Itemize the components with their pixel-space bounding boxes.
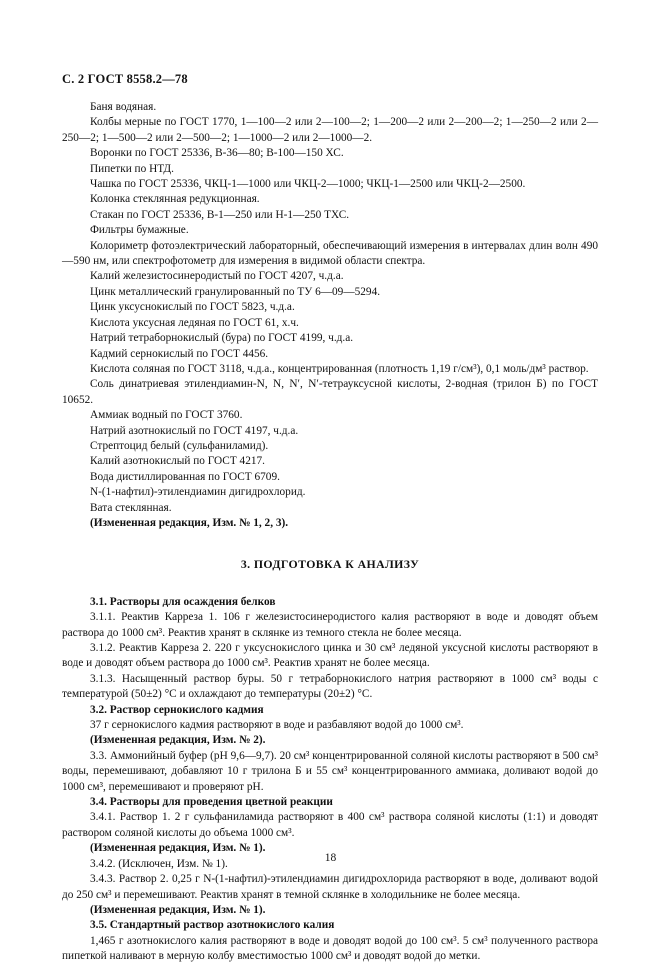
page-number: 18: [324, 852, 337, 864]
paragraph: Кислота уксусная ледяная по ГОСТ 61, х.ч.: [90, 316, 299, 329]
paragraph: Баня водяная.: [90, 101, 157, 113]
paragraph: 3.3. Аммонийный буфер (рН 9,6—9,7). 20 см³ концентрированной соляной кислоты растворяют в 500 см³ воды, перемешивают, добавляют 10 г трилона Б и 55 см³ концентрированного аммиака, доливают водой до 1000 см³, перемешивают и проверяют рН.: [62, 749, 598, 793]
paragraph: Пипетки по НТД.: [90, 162, 174, 175]
bold-paragraph: (Измененная редакция, Изм. № 2).: [90, 734, 266, 747]
paragraph: Колориметр фотоэлектрический лабораторный, обеспечивающий измерения в интервалах длин волн 490—590 нм, или спектрофотометр для измерения в видимой области спектра.: [62, 239, 598, 268]
paragraph: Соль динатриевая этилендиамин-N, N, N′, N′-тетрауксусной кислоты, 2-водная (трилон Б) по ГОСТ 10652.: [62, 378, 598, 406]
paragraph: 3.4.3. Раствор 2. 0,25 г N-(1-нафтил)-этилендиамин дигидрохлорида растворяют в воде, доливают водой до 250 см³ и перемешивают. Реактив хранят в темной склянке в холодильнике не более месяца.: [62, 873, 598, 901]
section-body: [62, 595, 598, 965]
paragraph: Колбы мерные по ГОСТ 1770, 1—100—2 или 2—100—2; 1—200—2 или 2—200—2; 1—250—2 или 2—250—2; 1—500—2 или 2—500—2; 1—1000—2 или 2—1000—2.: [62, 116, 598, 144]
section-title: 3. ПОДГОТОВКА К АНАЛИЗУ: [240, 557, 420, 572]
page-content: [62, 100, 598, 965]
bold-paragraph: 3.5. Стандартный раствор азотнокислого калия: [90, 919, 335, 932]
bold-paragraph: (Измененная редакция, Изм. № 1).: [90, 903, 266, 916]
page-header: С. 2 ГОСТ 8558.2—78: [62, 72, 188, 86]
paragraph: Стрептоцид белый (сульфаниламид).: [90, 439, 269, 452]
paragraph: Стакан по ГОСТ 25336, В-1—250 или Н-1—250 ТХС.: [90, 208, 350, 221]
paragraph: 3.4.2. (Исключен, Изм. № 1).: [90, 857, 228, 870]
paragraph: 3.1.1. Реактив Карреза 1. 106 г железистосинеродистого калия растворяют в воде и доводят объем раствора до 1000 см³. Реактив хранят в склянке из темного стекла не более месяца.: [62, 611, 598, 639]
paragraph: 3.1.2. Реактив Карреза 2. 220 г уксуснокислого цинка и 30 см³ ледяной уксусной кислоты растворяют в воде и доводят объем раствора до 1000 см³. Реактив хранят не более месяца.: [62, 642, 598, 670]
paragraph: Вода дистиллированная по ГОСТ 6709.: [90, 470, 280, 483]
paragraph: Цинк уксуснокислый по ГОСТ 5823, ч.д.а.: [90, 301, 295, 314]
paragraph: 3.4.1. Раствор 1. 2 г сульфаниламида растворяют в 400 см³ раствора соляной кислоты (1:1) и доводят раствором соляной кислоты до объема 1000 см³.: [62, 811, 598, 839]
paragraph: Фильтры бумажные.: [90, 224, 189, 237]
bold-paragraph: 3.2. Раствор сернокислого кадмия: [90, 703, 264, 716]
paragraph: Аммиак водный по ГОСТ 3760.: [90, 409, 243, 422]
bold-paragraph: (Измененная редакция, Изм. № 1, 2, 3).: [90, 516, 289, 529]
paragraph: Кислота соляная по ГОСТ 3118, ч.д.а., концентрированная (плотность 1,19 г/см³), 0,1 моль/дм³ раствор.: [90, 362, 589, 375]
paragraph: N-(1-нафтил)-этилендиамин дигидрохлорид.: [90, 486, 306, 499]
paragraph: Воронки по ГОСТ 25336, В-36—80; В-100—150 ХС.: [90, 147, 344, 160]
bold-paragraph: 3.1. Растворы для осаждения белков: [90, 595, 276, 608]
paragraph: Колонка стеклянная редукционная.: [90, 193, 260, 206]
materials-list: [62, 100, 598, 531]
paragraph: Калий железистосинеродистый по ГОСТ 4207, ч.д.а.: [90, 270, 344, 283]
paragraph: Чашка по ГОСТ 25336, ЧКЦ-1—1000 или ЧКЦ-2—1000; ЧКЦ-1—2500 или ЧКЦ-2—2500.: [90, 178, 526, 191]
paragraph: 3.1.3. Насыщенный раствор буры. 50 г тетраборнокислого натрия растворяют в 1000 см³ воды с температурой (50±2) °С и охлаждают до температуры (20±2) °С.: [62, 672, 598, 701]
paragraph: Цинк металлический гранулированный по ТУ 6—09—5294.: [90, 285, 381, 298]
paragraph: 1,465 г азотнокислого калия растворяют в воде и доводят водой до 100 см³. 5 см³ полученного раствора пипеткой наливают в мерную колбу вместимостью 1000 см³ и доводят водой до метки.: [62, 934, 598, 963]
paragraph: Калий азотнокислый по ГОСТ 4217.: [90, 455, 265, 468]
paragraph: Натрий азотнокислый по ГОСТ 4197, ч.д.а.: [90, 424, 299, 437]
paragraph: Вата стеклянная.: [90, 501, 172, 514]
paragraph: Кадмий сернокислый по ГОСТ 4456.: [90, 347, 269, 360]
bold-paragraph: 3.4. Растворы для проведения цветной реакции: [90, 796, 333, 809]
paragraph: Натрий тетраборнокислый (бура) по ГОСТ 4199, ч.д.а.: [90, 332, 354, 345]
bold-paragraph: (Измененная редакция, Изм. № 1).: [90, 842, 266, 855]
paragraph: 37 г сернокислого кадмия растворяют в воде и разбавляют водой до 1000 см³.: [90, 719, 464, 732]
